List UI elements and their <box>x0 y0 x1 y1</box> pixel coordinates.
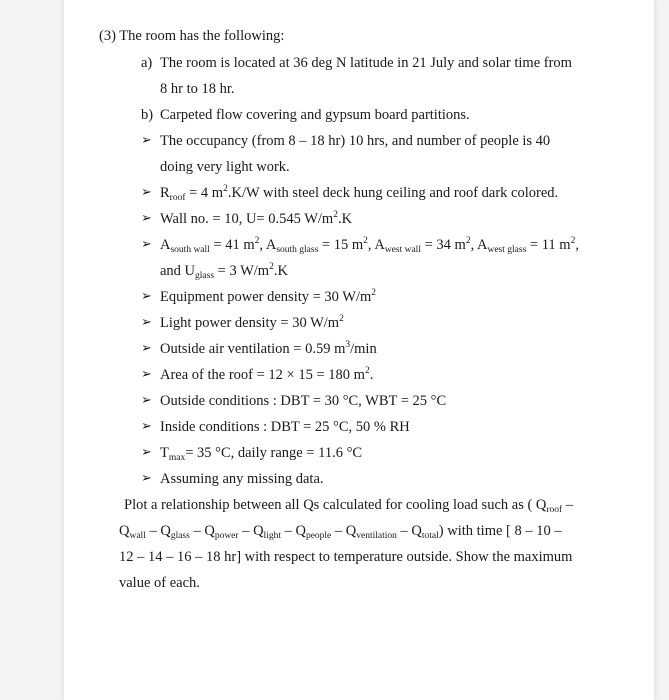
item-a-line-2: 8 hr to 18 hr. <box>160 81 235 97</box>
equipment-power-line: Equipment power density = 30 $W/m^2$ <box>160 288 377 305</box>
bullet-arrow-icon: ➢ <box>141 367 152 382</box>
question-heading: (3) The room has the following: <box>99 28 285 44</box>
plot-line-4: value of each. <box>119 575 200 591</box>
item-a-line-1: The room is located at 36 deg N latitude in 21 July and solar time from <box>160 55 572 71</box>
tmax-line: $T_{max}= 35$ °C, daily range = 11.6 °C <box>160 445 363 463</box>
plot-line-1: Plot a relationship between all Qs calculated for cooling load such as ( $Q_{roof}$ – <box>124 497 574 515</box>
plot-line-2: $Q_{wall} - Q_{glass} - Q_{power} - Q_{light} - Q_{people} - Q_{ventilation} - Q_{total}$) with time [ 8 – 10 – <box>119 523 562 541</box>
item-b-label: b) <box>141 107 154 123</box>
areas-line-2: and $U_{glass} = 3$ $W/m^2.K$ <box>160 262 288 281</box>
bullet-arrow-icon: ➢ <box>141 237 152 252</box>
roof-area-line: Area of the roof = 12 × 15 = 180 $m^2$. <box>160 366 374 383</box>
wall-line: Wall no. = 10, U= 0.545 $W/m^2.K$ <box>160 210 353 227</box>
bullet-arrow-icon: ➢ <box>141 341 152 356</box>
bullet-arrow-icon: ➢ <box>141 185 152 200</box>
bullet-arrow-icon: ➢ <box>141 315 152 330</box>
light-power-line: Light power density = 30 $W/m^2$ <box>160 314 344 331</box>
bullet-arrow-icon: ➢ <box>141 133 152 148</box>
bullet-arrow-icon: ➢ <box>141 471 152 486</box>
item-b-text: Carpeted flow covering and gypsum board partitions. <box>160 107 470 123</box>
occupancy-line-2: doing very light work. <box>160 159 290 175</box>
bullet-arrow-icon: ➢ <box>141 419 152 434</box>
areas-line-1: $A_{south wall} = 41$ $m^2$, $A_{south glass} = 15$ $m^2$, $A_{west wall} = 34$ $m^2$, $A_{west glass} = 11$ $m^2$, <box>160 236 579 255</box>
bullet-arrow-icon: ➢ <box>141 393 152 408</box>
item-a-label: a) <box>141 55 153 71</box>
bullet-arrow-icon: ➢ <box>141 289 152 304</box>
outside-conditions-line: Outside conditions : DBT = 30 °C, WBT = 25 °C <box>160 393 447 409</box>
inside-conditions-line: Inside conditions : DBT = 25 °C, 50 % RH <box>160 419 410 435</box>
occupancy-line-1: The occupancy (from 8 – 18 hr) 10 hrs, and number of people is 40 <box>160 133 551 149</box>
roof-resistance-line: $R_{roof} = 4$ $m^2.K/W$ with steel deck hung ceiling and roof dark colored. <box>160 184 559 203</box>
bullet-arrow-icon: ➢ <box>141 445 152 460</box>
bullet-arrow-icon: ➢ <box>141 211 152 226</box>
ventilation-line: Outside air ventilation = 0.59 $m^3/\min$ <box>160 340 377 357</box>
assume-line: Assuming any missing data. <box>160 471 324 487</box>
plot-line-3: 12 – 14 – 16 – 18 hr] with respect to temperature outside. Show the maximum <box>119 549 573 565</box>
